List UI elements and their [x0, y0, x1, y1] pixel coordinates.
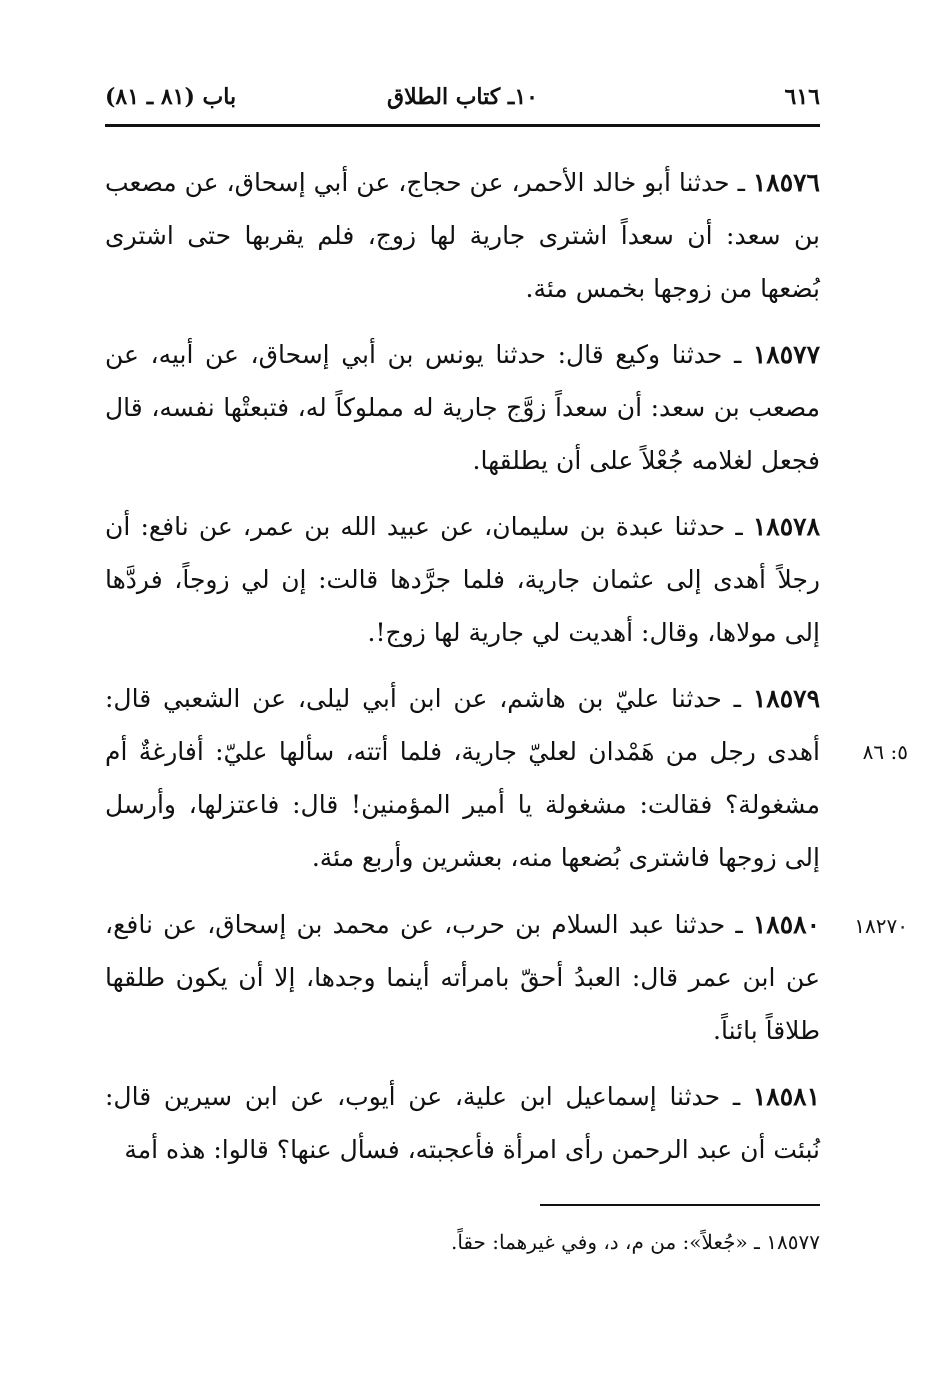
hadith-number: ١٨٥٧٦: [752, 168, 820, 197]
margin-note: ١٨٢٧٠: [854, 914, 908, 938]
hadith-18580: [105, 898, 820, 1057]
header-rule: [105, 124, 820, 127]
hadith-18576: [105, 156, 820, 315]
chapter-title: ١٠ـ كتاب الطلاق: [387, 84, 538, 110]
hadith-number: ١٨٥٨١: [752, 1082, 821, 1111]
hadith-number: ١٨٥٧٩: [752, 684, 820, 713]
hadith-text: ـ حدثنا وكيع قال: حدثنا يونس بن أبي إسحاق، عن أبيه، عن مصعب بن سعد: أن سعداً زوَّج جارية له مملوكاً له، فتبعتْها نفسه، قال فجعل لغلامه جُعْلاً على أن يطلقها.: [105, 340, 820, 475]
footnote-rule: [540, 1204, 820, 1206]
hadith-18577: [105, 328, 820, 487]
hadith-text: ـ حدثنا عبد السلام بن حرب، عن محمد بن إسحاق، عن نافع، عن ابن عمر قال: العبدُ أحقّ بامرأته أينما وجدها، إلا أن يكون طلقها طلاقاً بائناً.: [105, 910, 820, 1045]
hadith-18578: [105, 500, 820, 659]
section-title: باب (٨١ ـ ٨١): [105, 84, 237, 110]
footnote: ١٨٥٧٧ ـ «جُعلاً»: من م، د، وفي غيرهما: حقاً.: [450, 1230, 820, 1254]
hadith-text: ـ حدثنا أبو خالد الأحمر، عن حجاج، عن أبي إسحاق، عن مصعب بن سعد: أن سعداً اشترى جارية لها زوج، فلم يقربها حتى اشترى بُضعها من زوجها بخمس مئة.: [105, 168, 820, 303]
margin-note: ٥: ٨٦: [862, 740, 908, 764]
page-header: [105, 78, 820, 120]
page-number: ٦١٦: [784, 84, 820, 110]
hadith-number: ١٨٥٧٨: [752, 512, 820, 541]
hadith-number: ١٨٥٧٧: [752, 340, 820, 369]
hadith-text: ـ حدثنا عليّ بن هاشم، عن ابن أبي ليلى، عن الشعبي قال: أهدى رجل من هَمْدان لعليّ جارية، فلما أتته، سألها عليّ: أفارغةٌ أم مشغولة؟ فقالت: مشغولة يا أمير المؤمنين! قال: فاعتزلها، وأرسل إلى زوجها فاشترى بُضعها منه، بعشرين وأربع مئة.: [105, 684, 820, 872]
hadith-text: ـ حدثنا إسماعيل ابن علية، عن أيوب، عن ابن سيرين قال: نُبئت أن عبد الرحمن رأى امرأة فأعجبته، فسأل عنها؟ قالوا: هذه أمة: [105, 1082, 820, 1164]
hadith-18581: [105, 1070, 820, 1176]
hadith-text: ـ حدثنا عبدة بن سليمان، عن عبيد الله بن عمر، عن نافع: أن رجلاً أهدى إلى عثمان جارية، فلما جرَّدها قالت: إن لي زوجاً، فردَّها إلى مولاها، وقال: أهديت لي جارية لها زوج!.: [105, 512, 820, 647]
hadith-18579: [105, 672, 820, 884]
hadith-number: ١٨٥٨٠: [752, 910, 821, 939]
